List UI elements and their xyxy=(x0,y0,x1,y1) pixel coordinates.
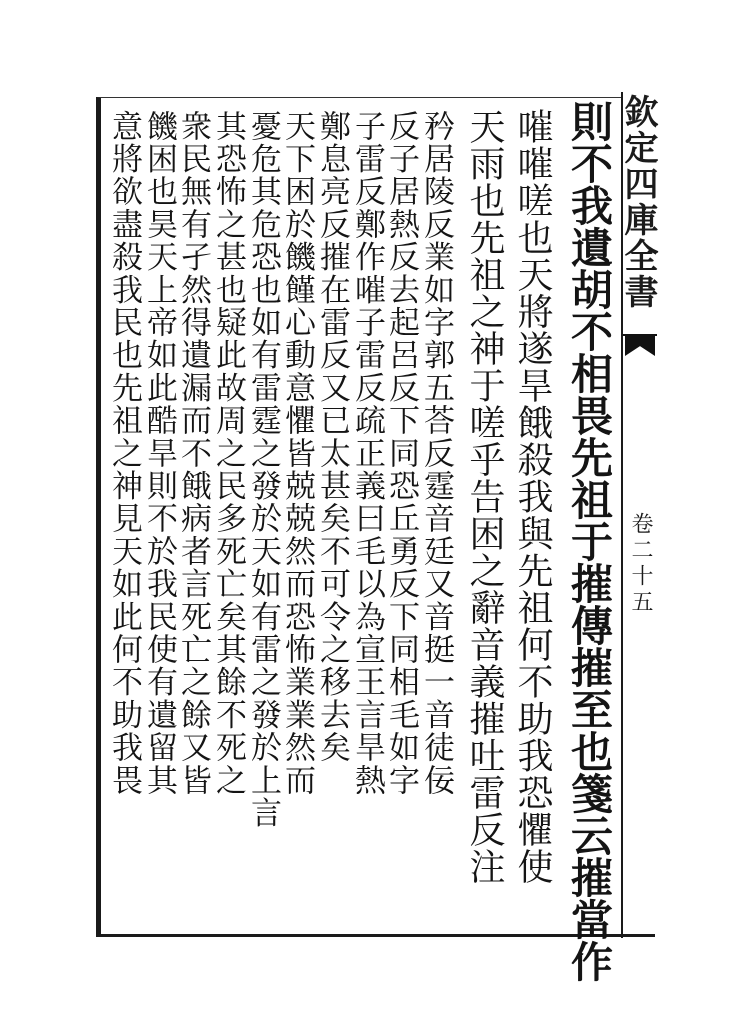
text-column: 意將欲盡殺我民也先祖之神見天如此何不助我畏 xyxy=(106,110,142,797)
text-column: 饑困也昊天上帝如此酷旱則不於我民使有遺留其 xyxy=(141,110,177,797)
text-column: 嗺嗺嗟也天將遂旱餓殺我與先祖何不助我恐懼使 xyxy=(512,108,553,885)
text-column: 矜居陵反業如字郭五荅反霆音廷又音挺一音徒佞 xyxy=(418,110,454,797)
text-column: 其恐怖之甚也疑此故周之民多死亡矣其餘不死之 xyxy=(210,110,246,797)
text-column: 子雷反鄭作嗺子雷反疏正義曰毛以為宣王言旱熱 xyxy=(349,110,385,797)
text-column: 反子居熱反去起呂反下同恐丘勇反下同相毛如字 xyxy=(383,110,419,797)
book-edge xyxy=(618,92,658,938)
fishtail-mark-icon xyxy=(625,334,655,356)
text-column: 鄭息亮反摧在雷反又已太甚矣不可令之移去矣 xyxy=(314,110,350,764)
book-title-box xyxy=(618,92,658,336)
text-column: 則不我遺胡不相畏先祖于摧傳摧至也箋云摧當作 xyxy=(565,100,614,982)
text-column: 天雨也先祖之神于嗟乎告困之辭音義摧吐雷反注 xyxy=(464,108,505,885)
text-column: 衆民無有孑然得遺漏而不餓病者言死亡之餘又皆 xyxy=(175,110,211,797)
volume-label: 卷二十五 xyxy=(628,512,653,616)
text-column: 憂危其危恐也如有雷霆之發於天如有雷之發於上言 xyxy=(245,110,281,830)
book-title: 欽定四庫全書 xyxy=(618,94,658,310)
text-column: 天下困於饑饉心動意懼皆兢兢然而恐怖業業然而 xyxy=(279,110,315,797)
